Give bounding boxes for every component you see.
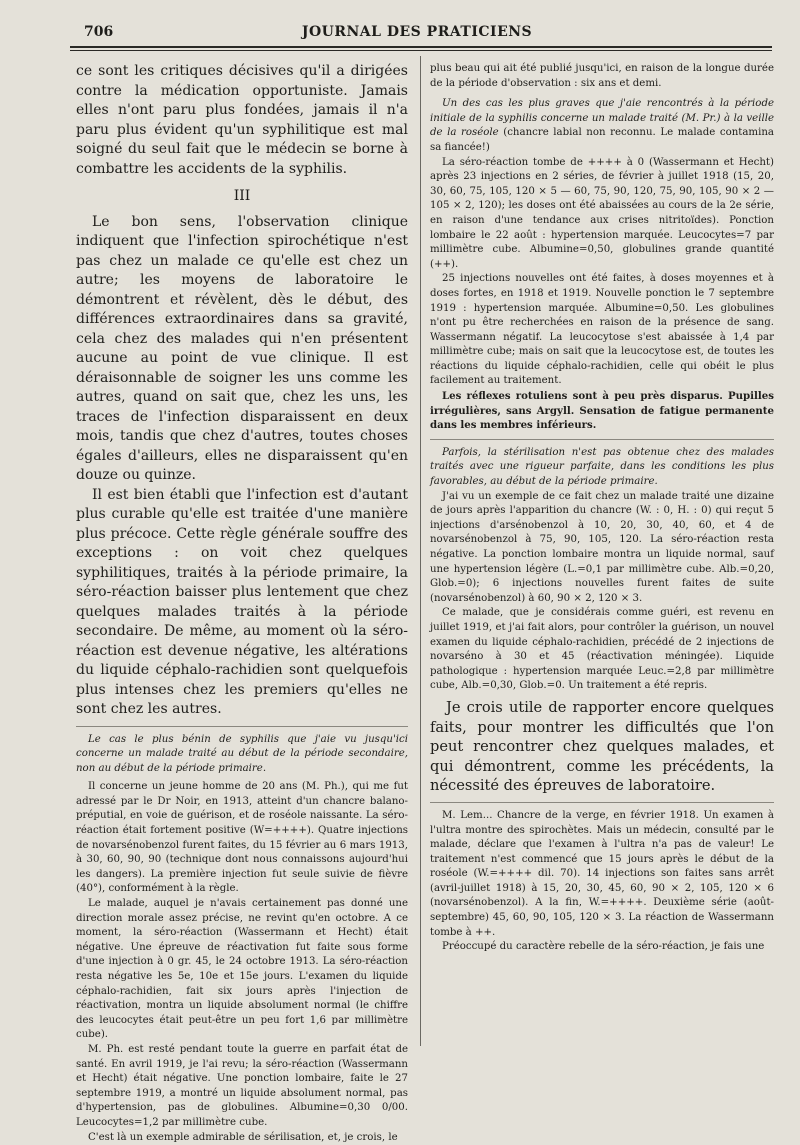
- case-paragraph: Les réflexes rotuliens sont à peu près disparus. Pupilles irrégulières, sans Argyll. Sensation de fatigue permanente dans les membres inférieurs.: [430, 390, 774, 432]
- case-heading: [430, 97, 774, 155]
- case-paragraph: Il concerne un jeune homme de 20 ans (M. Ph.), qui me fut adressé par le Dr Noir, en 1913, atteint d'un chancre balano-préputial, en voie de guérison, et de roséole naissante. La séro-réaction était fortement positive (W=++++). Quatre injections de novarsénobenzol furent faites, du 15 février au 6 mars 1913, à 30, 60, 90, 90 (technique dont nous connaissons aujourd'hui les dangers). La première injection fut seule suivie de fièvre (40°), conformément à la règle.: [76, 781, 408, 895]
- paragraph: Je crois utile de rapporter encore quelques faits, pour montrer les difficultés que l'on peut rencontrer chez quelques malades, et qui démontrent, comme les précédents, la nécessité des épreuves de laboratoire.: [430, 698, 774, 795]
- case-paragraph: Le malade, auquel je n'avais certainement pas donné une direction morale assez précise, ne revint qu'en octobre. A ce moment, la séro-réaction (Wassermann et Hecht) était négative. Une épreuve de réactivation fut faite sous forme d'une injection à 0 gr. 45, le 24 octobre 1913. La séro-réaction resta négative les 5e, 10e et 15e jours. L'examen du liquide céphalo-rachidien, fait six jours après l'injection de réactivation, montra un liquide absolument normal (le chiffre des leucocytes était peut-être un peu fort 1,6 par millimètre cube).: [76, 898, 408, 1041]
- left-column: [76, 62, 408, 1143]
- page-header: [66, 22, 768, 46]
- header-rule-thin: [70, 50, 772, 51]
- section-heading: III: [233, 188, 251, 204]
- case-heading-note: (chancre labial non reconnu. Le malade contamina sa fiancée!): [430, 127, 774, 153]
- case-heading: Parfois, la stérilisation n'est pas obtenue chez des malades traités avec une rigueur parfaite, dans les conditions les plus favorables, au début de la période primaire.: [430, 446, 774, 488]
- case-heading-italic: Un des cas les plus graves que j'aie rencontrés à la période initiale de la syphilis concerne un malade traité (M. Pr.) à la veille de la roséole: [430, 98, 774, 139]
- case-paragraph: plus beau qui ait été publié jusqu'ici, en raison de la longue durée de la période d'observation : six ans et demi.: [430, 63, 774, 89]
- divider: [430, 802, 774, 803]
- journal-title: JOURNAL DES PRATICIENS: [301, 24, 533, 40]
- paragraph: Il est bien établi que l'infection est d'autant plus curable qu'elle est traitée d'une manière plus précoce. Cette règle générale souffre des exceptions : on voit chez quelques syphilitiques, traités à la période primaire, la séro-réaction baisser plus lentement que chez quelques malades traités à la période secondaire. De même, au moment où la séro-réaction est devenue négative, les altérations du liquide céphalo-rachidien sont quelquefois plus intenses chez les premiers qu'elles ne sont chez les autres.: [76, 486, 408, 717]
- paragraph: Le bon sens, l'observation clinique indiquent que l'infection spirochétique n'est pas chez un malade ce qu'elle est chez un autre; les moyens de laboratoire le démontrent et révèlent, dès le début, des différences extraordinaires dans sa gravité, cela chez des malades qui n'en présentent aucune au point de vue clinique. Il est déraisonnable de soigner les uns comme les autres, quand on sait que, chez les uns, les traces de l'infection disparaissent en deux mois, tandis que chez d'autres, toutes choses égales d'ailleurs, elles ne disparaissent qu'en douze ou quinze.: [76, 213, 408, 483]
- page-number: 706: [84, 24, 114, 40]
- paragraph: ce sont les critiques décisives qu'il a dirigées contre la médication opportuniste. Jamais elles n'ont paru plus fondées, jamais il n'a paru plus évident qu'un syphilitique est mal soigné du seul fait que le médecin se borne à combattre les accidents de la syphilis.: [76, 63, 408, 177]
- case-paragraph: Préoccupé du caractère rebelle de la séro-réaction, je fais une: [442, 941, 765, 953]
- case-paragraph: M. Lem... Chancre de la verge, en février 1918. Un examen à l'ultra montre des spirochètes. Mais un médecin, consulté par le malade, déclare que l'examen à l'ultra n'a pas de valeur! Le traitement n'est commencé que 15 jours après le début de la roséole (W.=++++ dil. 70). 14 injections son faites sans arrêt (avril-juillet 1918) à 15, 20, 30, 45, 60, 90 × 2, 105, 120 × 6 (novarsénobenzol). A la fin, W.=++++. Deuxième série (août-septembre) 45, 60, 90, 105, 120 × 3. La réaction de Wassermann tombe à ++.: [430, 809, 774, 938]
- case-paragraph: M. Ph. est resté pendant toute la guerre en parfait état de santé. En avril 1919, je l'ai revu; la séro-réaction (Wassermann et Hecht) était négative. Une ponction lombaire, faite le 27 septembre 1919, a montré un liquide absolument normal, pas d'hypertension, pas de globulines. Albumine=0,30 0/00. Leucocytes=1,2 par millimètre cube.: [76, 1043, 408, 1128]
- case-paragraph: C'est là un exemple admirable de sérilisation, et, je crois, le: [88, 1131, 398, 1143]
- column-divider: [420, 56, 421, 1046]
- divider: [76, 726, 408, 727]
- case-paragraph: Ce malade, que je considérais comme guéri, est revenu en juillet 1919, et j'ai fait alors, pour contrôler la guérison, un nouvel examen du liquide céphalo-rachidien, précédé de 2 injections de novarséno à 30 et 45 (réactivation méningée). Liquide pathologique : hypertension marquée Leuc.=2,8 par millimètre cube, Alb.=0,30, Glob.=0. Un traitement a été repris.: [430, 607, 774, 692]
- divider: [430, 439, 774, 440]
- case-paragraph: 25 injections nouvelles ont été faites, à doses moyennes et à doses fortes, en 1918 et 1919. Nouvelle ponction le 7 septembre 1919 : hypertension marquée. Albumine=0,50. Les globulines n'ont pu être recherchées en raison de la présence de sang. Wassermann négatif. La leucocytose s'est abaissée à 1,4 par millimètre cube; mais on sait que la leucocytose est, de toutes les réactions du liquide céphalo-rachidien, celle qui obéit le plus facilement au traitement.: [430, 273, 774, 387]
- right-column: [430, 62, 774, 1052]
- case-paragraph: La séro-réaction tombe de ++++ à 0 (Wassermann et Hecht) après 23 injections en 2 séries, de février à juillet 1918 (15, 20, 30, 60, 75, 105, 120 × 5 — 60, 75, 90, 120, 75, 90, 105, 90 × 2 — 105 × 2, 120); les doses ont été abaissées au cours de la 2e série, en raison d'une tendance aux crises nitritoïdes). Ponction lombaire le 22 août : hypertension marquée. Leucocytes=7 par millimètre cube. Albumine=0,50, globulines grande quantité (++).: [430, 156, 774, 270]
- case-heading: Le cas le plus bénin de syphilis que j'aie vu jusqu'ici concerne un malade traité au début de la période secondaire, non au début de la période primaire.: [76, 733, 408, 774]
- case-paragraph: J'ai vu un exemple de ce fait chez un malade traité une dizaine de jours après l'apparition du chancre (W. : 0, H. : 0) qui reçut 5 injections d'arsénobenzol à 10, 20, 30, 40, 60, et 4 de novarsénobenzol à 75, 90, 105, 120. La séro-réaction resta négative. La ponction lombaire montra un liquide normal, sauf une hypertension légère (L.=0,1 par millimètre cube. Alb.=0,20, Glob.=0); 6 injections nouvelles furent faites de suite (novarsénobenzol) à 60, 90 × 2, 120 × 3.: [430, 490, 774, 604]
- header-rule: [70, 46, 772, 48]
